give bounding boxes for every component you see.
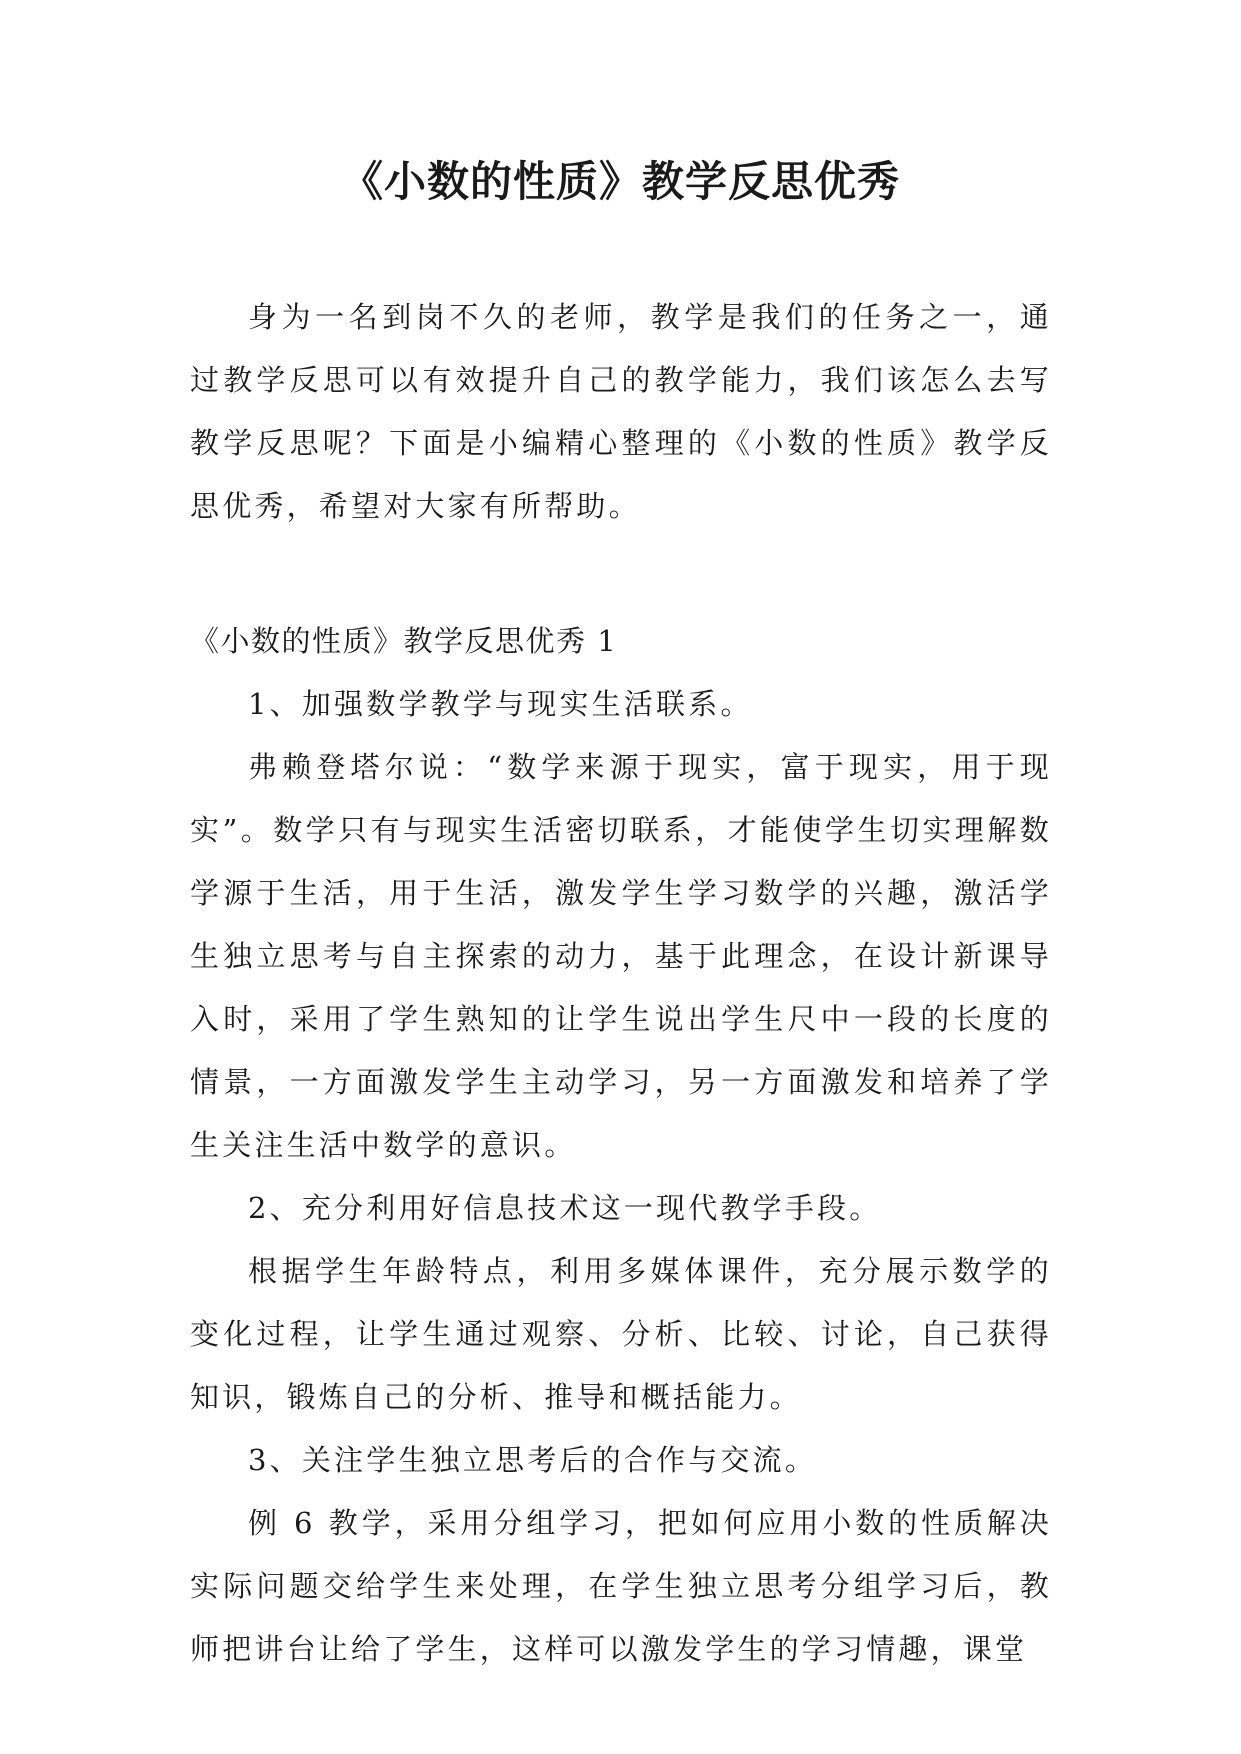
document-title: 《小数的性质》教学反思优秀	[340, 157, 900, 206]
point-1-heading: 1、加强数学教学与现实生活联系。	[248, 687, 753, 721]
section-heading: 《小数的性质》教学反思优秀 1	[190, 624, 618, 658]
point-2-heading: 2、充分利用好信息技术这一现代教学手段。	[248, 1191, 882, 1225]
document-body	[190, 286, 1052, 1681]
point-2-body: 根据学生年龄特点，利用多媒体课件，充分展示数学的变化过程，让学生通过观察、分析、比较、讨论，自己获得知识，锻炼自己的分析、推导和概括能力。	[190, 1254, 1052, 1414]
point-1-body: 弗赖登塔尔说：“数学来源于现实，富于现实，用于现实”。数学只有与现实生活密切联系，才能使学生切实理解数学源于生活，用于生活，激发学生学习数学的兴趣，激活学生独立思考与自主探索的动力，基于此理念，在设计新课导入时，采用了学生熟知的让学生说出学生尺中一段的长度的情景，一方面激发学生主动学习，另一方面激发和培养了学生关注生活中数学的意识。	[190, 750, 1052, 1162]
point-3-heading: 3、关注学生独立思考后的合作与交流。	[248, 1443, 818, 1477]
intro-paragraph: 身为一名到岗不久的老师，教学是我们的任务之一，通过教学反思可以有效提升自己的教学能力，我们该怎么去写教学反思呢？下面是小编精心整理的《小数的性质》教学反思优秀，希望对大家有所帮助。	[190, 300, 1052, 523]
point-3-body: 例 6 教学，采用分组学习，把如何应用小数的性质解决实际问题交给学生来处理，在学生独立思考分组学习后，教师把讲台让给了学生，这样可以激发学生的学习情趣，课堂	[190, 1506, 1052, 1666]
